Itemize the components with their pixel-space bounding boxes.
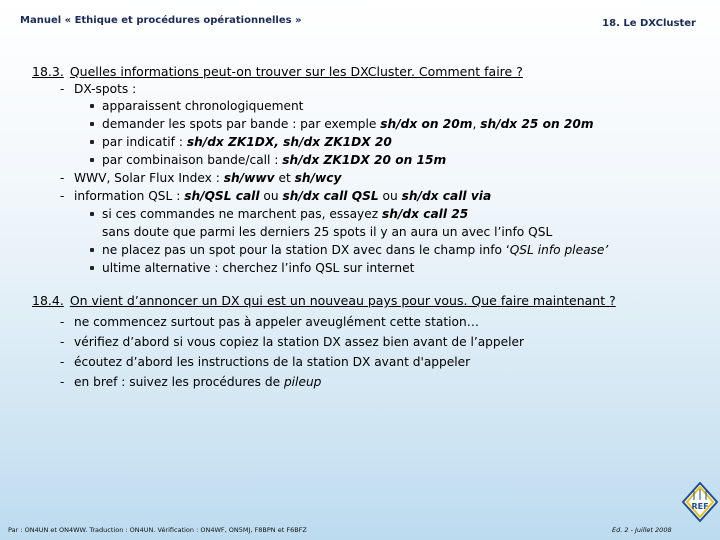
command-text: sh/dx on 20m <box>380 117 473 131</box>
dash-marker: - <box>60 375 65 389</box>
dash-marker: - <box>60 355 65 369</box>
dash-marker: - <box>60 335 65 349</box>
command-text: sh/QSL call <box>184 189 260 203</box>
bullet-marker <box>90 104 94 108</box>
bullet-marker <box>90 248 94 252</box>
list-item: ultime alternative : cherchez l’info QSL sur internet <box>102 261 415 275</box>
list-item: WWV, Solar Flux Index : sh/wwv et sh/wcy <box>74 171 342 185</box>
bullet-marker <box>90 122 94 126</box>
bullet-marker <box>90 266 94 270</box>
list-item: écoutez d’abord les instructions de la station DX avant d'appeler <box>74 355 471 369</box>
header-left-title: Manuel « Ethique et procédures opérationnelles » <box>20 15 302 26</box>
command-text: sh/dx call 25 <box>382 207 469 221</box>
list-item: par combinaison bande/call : sh/dx ZK1DX 20 on 15m <box>102 153 447 167</box>
section-number: 18.4. <box>32 293 64 308</box>
header-chapter-title: 18. Le DXCluster <box>602 18 696 29</box>
section-number: 18.3. <box>32 64 64 79</box>
list-item: ne commencez surtout pas à appeler aveuglément cette station… <box>74 315 479 329</box>
command-text: sh/dx call QSL <box>282 189 379 203</box>
command-text: sh/dx 25 on 20m <box>480 117 594 131</box>
command-text: sh/wwv <box>223 171 275 185</box>
command-text: sh/dx ZK1DX, sh/dx ZK1DX 20 <box>186 135 392 149</box>
list-item: information QSL : sh/QSL call ou sh/dx call QSL ou sh/dx call via <box>74 189 492 203</box>
list-item: demander les spots par bande : par exemple sh/dx on 20m, sh/dx 25 on 20m <box>102 117 594 131</box>
list-item: si ces commandes ne marchent pas, essayez sh/dx call 25 <box>102 207 469 221</box>
section-heading: On vient d’annoncer un DX qui est un nouveau pays pour vous. Que faire maintenant ? <box>69 293 616 308</box>
section-heading: Quelles informations peut-on trouver sur les DXCluster. Comment faire ? <box>69 64 523 79</box>
ref-logo-icon <box>682 482 718 522</box>
command-text: sh/dx ZK1DX 20 on 15m <box>282 153 447 167</box>
footer-edition: Ed. 2 - Juillet 2008 <box>612 526 672 534</box>
section-18-4-title <box>32 293 616 308</box>
bullet-marker <box>90 158 94 162</box>
list-item-continuation: sans doute que parmi les derniers 25 spots il y an aura un avec l’info QSL <box>102 225 553 239</box>
dash-marker: - <box>60 82 65 96</box>
dash-marker: - <box>60 315 65 329</box>
list-item: par indicatif : sh/dx ZK1DX, sh/dx ZK1DX 20 <box>102 135 392 149</box>
list-item: en bref : suivez les procédures de pileup <box>74 375 322 389</box>
list-item: apparaissent chronologiquement <box>102 99 304 113</box>
bullet-marker <box>90 212 94 216</box>
list-item: vérifiez d’abord si vous copiez la station DX assez bien avant de l’appeler <box>74 335 525 349</box>
section-18-3-title <box>32 64 523 79</box>
bullet-marker <box>90 140 94 144</box>
list-item: ne placez pas un spot pour la station DX avec dans le champ info ‘QSL info please’ <box>102 243 609 257</box>
logo-text: REF <box>691 502 709 511</box>
dash-marker: - <box>60 171 65 185</box>
command-text: sh/wcy <box>294 171 342 185</box>
footer-credits: Par : ON4UN et ON4WW. Traduction : ON4UN. Vérification : ON4WF, ON5MJ, F8BPN et F6BFZ <box>8 526 307 534</box>
dx-spots-label: DX-spots : <box>74 82 137 96</box>
dash-marker: - <box>60 189 65 203</box>
command-text: sh/dx call via <box>401 189 492 203</box>
